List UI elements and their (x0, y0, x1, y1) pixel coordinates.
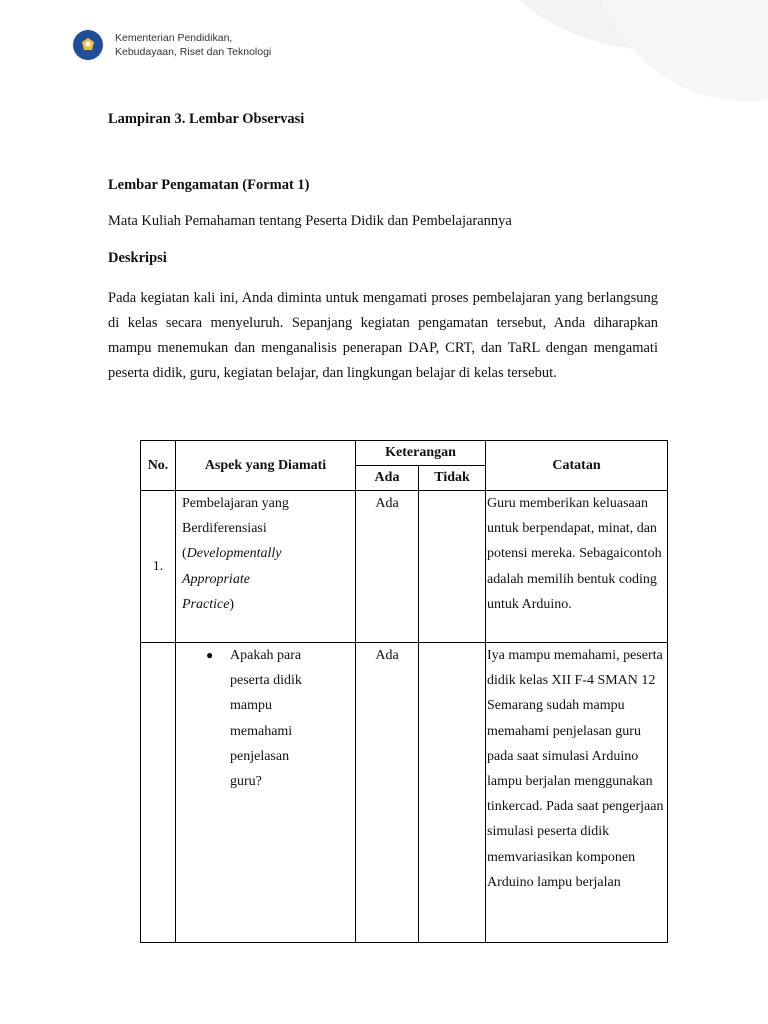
notes-cell: Guru memberikan keluasaan untuk berpendapat, minat, dan potensi mereka. Sebagaicontoh adalah memilih bentuk coding untuk Arduino. (486, 491, 668, 643)
notes-cell: Iya mampu memahami, peserta didik kelas XII F-4 SMAN 12 Semarang sudah mampu memahami penjelasan guru pada saat simulasi Arduino lampu berjalan menggunakan tinkercad. Pada saat pengerjaan simulasi peserta didik memvariasikan komponen Arduino lampu berjalan (486, 643, 668, 943)
attachment-title: Lampiran 3. Lembar Observasi (108, 111, 305, 127)
ministry-name (115, 31, 271, 59)
aspect-cell (176, 643, 356, 943)
bullet-icon: ● (206, 648, 214, 662)
description-heading: Deskripsi (108, 250, 167, 266)
yes-cell: Ada (356, 643, 419, 943)
aspect-open-paren: ( (182, 546, 187, 562)
header-aspect: Aspek yang Diamati (176, 441, 356, 491)
ministry-line-1: Kementerian Pendidikan, (115, 32, 233, 44)
ministry-logo-icon (73, 30, 103, 60)
header-yes: Ada (356, 466, 419, 491)
ministry-line-2: Kebudayaan, Riset dan Teknologi (115, 46, 272, 58)
header-notes: Catatan (486, 441, 668, 491)
aspect-line-1: Pembelajaran yang (182, 496, 289, 511)
aspect-cell (176, 491, 356, 643)
description-paragraph: Pada kegiatan kali ini, Anda diminta untuk mengamati proses pembelajaran yang berlangsung di kelas secara menyeluruh. Sepanjang kegiatan pengamatan tersebut, Anda diharapkan mampu menemukan dan menganalisis penerapan DAP, CRT, dan TaRL dengan mengamati peserta didik, guru, kegiatan belajar, dan lingkungan belajar di kelas tersebut. (108, 290, 658, 381)
ministry-header (73, 30, 271, 60)
row-number: 1. (141, 491, 176, 643)
aspect-dap (182, 541, 302, 617)
question-text: Apakah para peserta didik mampu memahami penjelasan guru? (230, 648, 302, 790)
no-option-cell (419, 491, 486, 643)
observation-table (140, 440, 668, 943)
sheet-title: Lembar Pengamatan (Format 1) (108, 177, 310, 193)
header-no-option: Tidak (419, 466, 486, 491)
table-row (141, 643, 668, 943)
table-row (141, 491, 668, 643)
header-no: No. (141, 441, 176, 491)
header-remarks: Keterangan (356, 441, 486, 466)
aspect-line-2: Berdiferensiasi (182, 521, 267, 537)
background-decoration (0, 0, 768, 120)
course-name: Mata Kuliah Pemahaman tentang Peserta Didik dan Pembelajarannya (108, 213, 512, 229)
no-option-cell (419, 643, 486, 943)
yes-cell: Ada (356, 491, 419, 643)
row-number (141, 643, 176, 943)
aspect-close-paren: ) (229, 596, 235, 612)
aspect-italic: Developmentally Appropriate Practice (182, 546, 282, 612)
